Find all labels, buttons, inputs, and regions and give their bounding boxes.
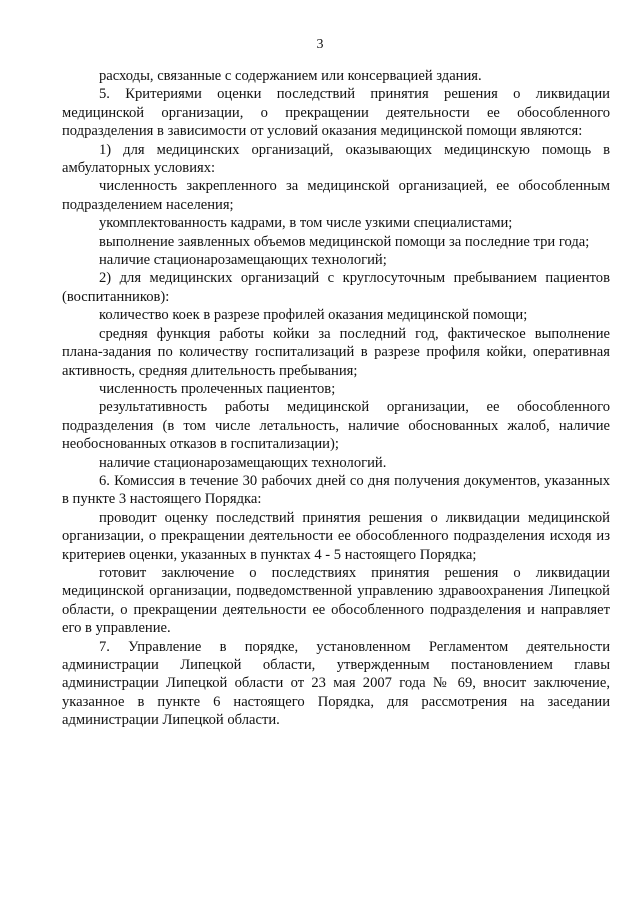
- paragraph-commission: 6. Комиссия в течение 30 рабочих дней со дня получения документов, указанных в пункте 3 настоящего Порядка:: [62, 472, 610, 508]
- page-number: 3: [316, 37, 324, 52]
- list-item: наличие стационарозамещающих технологий.: [99, 454, 387, 471]
- list-item: проводит оценку последствий принятия решения о ликвидации медицинской организации, о прекращении деятельности ее обособленного подразделения исходя из критериев оценки, указанных в пунктах 4 - 5 настоящего Порядка;: [62, 509, 610, 563]
- list-item: выполнение заявленных объемов медицинской помощи за последние три года;: [99, 233, 590, 250]
- paragraph-criteria-intro: 5. Критериями оценки последствий принятия решения о ликвидации медицинской организации, о прекращении деятельности ее обособленного подразделения в зависимости от условий оказания медицинской помощи являются:: [62, 86, 610, 140]
- paragraph-outpatient-heading: 1) для медицинских организаций, оказывающих медицинскую помощь в амбулаторных условиях:: [62, 141, 610, 177]
- list-item: средняя функция работы койки за последний год, фактическое выполнение плана-задания по количеству госпитализаций в разрезе профиля койки, оперативная активность, средняя длительность пребывания;: [62, 325, 610, 379]
- list-item: укомплектованность кадрами, в том числе узкими специалистами;: [99, 215, 513, 232]
- list-item: численность пролеченных пациентов;: [99, 380, 336, 397]
- paragraph: расходы, связанные с содержанием или консервацией здания.: [99, 68, 482, 84]
- paragraph-inpatient-heading: 2) для медицинских организаций с круглосуточным пребыванием пациентов (воспитанников):: [62, 270, 610, 305]
- list-item: результативность работы медицинской организации, ее обособленного подразделения (в том числе летальность, наличие обоснованных жалоб, наличие необоснованных отказов в госпитализации);: [62, 399, 610, 453]
- list-item: готовит заключение о последствиях принятия решения о ликвидации медицинской организации, подведомственной управлению здравоохранения Липецкой области, о прекращении деятельности ее обособленного подразделения и направляет его в управление.: [62, 564, 610, 637]
- list-item: количество коек в разрезе профилей оказания медицинской помощи;: [99, 307, 528, 324]
- list-item: наличие стационарозамещающих технологий;: [99, 252, 387, 269]
- list-item: численность закрепленного за медицинской организацией, ее обособленным подразделением населения;: [62, 178, 610, 213]
- document-body: [62, 67, 610, 730]
- paragraph-department: 7. Управление в порядке, установленном Регламентом деятельности администрации Липецкой области, утвержденным постановлением главы администрации Липецкой области от 23 мая 2007 года № 69, вносит заключение, указанное в пункте 6 настоящего Порядка, для рассмотрения на заседании администрации Липецкой области.: [62, 638, 610, 729]
